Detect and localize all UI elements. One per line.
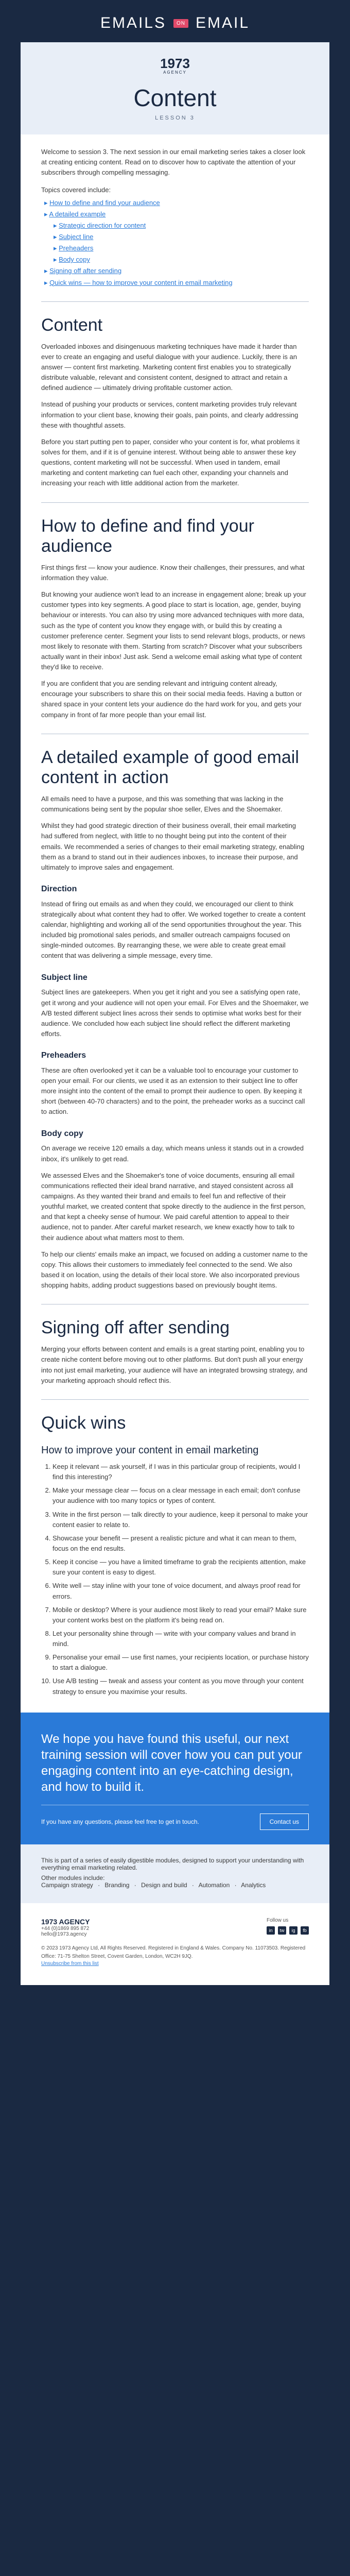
divider <box>41 502 309 503</box>
bottom-padding <box>0 1985 350 2006</box>
cta-block <box>21 1713 329 1844</box>
follow-label: Follow us <box>267 1917 289 1923</box>
toc-link[interactable]: Quick wins — how to improve your content in email marketing <box>49 278 233 286</box>
contact-us-button[interactable]: Contact us <box>260 1814 309 1830</box>
list-item: 9. Personalise your email — use first names, your recipients location, or purchase history to start a dialogue. <box>52 1652 309 1673</box>
list-item: 4. Showcase your benefit — present a realistic picture and what it can mean to them, focus on the end results. <box>52 1533 309 1554</box>
module-link[interactable]: Automation <box>198 1881 230 1889</box>
section-title-quick-wins: Quick wins <box>41 1413 126 1433</box>
footer-contact <box>41 1918 90 1937</box>
separator: · <box>234 1881 237 1889</box>
other-modules-title: Other modules include: <box>41 1874 105 1882</box>
list-item: 8. Let your personality shine through — write with your company values and brand in mind. <box>52 1629 309 1649</box>
hero <box>21 42 329 134</box>
table-of-contents <box>41 198 309 288</box>
paragraph: Merging your efforts between content and emails is a great starting point, enabling you to create niche content before moving out to other platforms. But don't push all your energy into not just email marketing, your audience will have an integrated browsing strategy, and your marketing approach should reflect this. <box>41 1345 308 1384</box>
toc-item <box>44 255 309 265</box>
footer-follow <box>267 1918 309 1935</box>
toc-link[interactable]: How to define and find your audience <box>49 198 160 207</box>
toc-title: Topics covered include: <box>41 186 111 194</box>
paragraph: But knowing your audience won't lead to an increase in engagement alone; break up your customer types into key segments. A good place to start is location, age, gender, buying behaviour or interests. You can also try using more advanced techniques with more data, such as the type of content you know they engage with, or build this by creating a customer preference center. Segment your lists to send relevant blogs, products, or news most likely to resonate with them. Starting from scratch? Discover what your subscribers actually want in their inbox! Just ask. Send a welcome email asking what type of content they'd like to receive. <box>41 590 306 671</box>
footer-email[interactable]: hello@1973.agency <box>41 1931 87 1937</box>
toc-item <box>44 266 309 276</box>
toc-link[interactable]: Preheaders <box>59 244 94 252</box>
list-item: 10. Use A/B testing — tweak and assess your content as you move through your content strategy to ensure you maximise your results. <box>52 1676 309 1697</box>
paragraph: These are often overlooked yet it can be a valuable tool to encourage your customer to open your email. For our clients, we used it as an extension to their subject line to offer more insight into the content of the email to prompt their audience to open. By keeping it short (between 40-70 characters) and to the point, the preheader works as a succinct call to action. <box>41 1066 305 1116</box>
toc-link[interactable]: Body copy <box>59 256 90 264</box>
series-text: This is part of a series of easily digestible modules, designed to support your understanding with everything email marketing related. <box>41 1856 304 1871</box>
unsubscribe-link[interactable]: Unsubscribe from this list <box>41 1960 99 1967</box>
toc-item <box>44 243 309 253</box>
paragraph: We assessed Elves and the Shoemaker's tone of voice documents, ensuring all email communications reflected their ideal brand narrative, and stayed consistent across all campaigns. As they wanted their brand and emails to feel fun and reflective of their youthful market, we created content that spoke directly to the audience in the first person, and that kept a cheeky sense of humour. We paid careful attention to appeal to their audience, not to pander. After careful market research, we knew exactly how to talk to their audience about what matters most to them. <box>41 1171 306 1242</box>
section-title-content: Content <box>41 315 103 335</box>
paragraph: To help our clients' emails make an impact, we focused on adding a customer name to the copy. This allows their customers to immediately feel connected to the send. We also based it on location, using the details of their local store. We also incorporated previous shopping habits, adding product suggestions based on previously bought items. <box>41 1250 308 1290</box>
paragraph: All emails need to have a purpose, and this was something that was lacking in the communications being sent by the popular shoe seller, Elves and the Shoemaker. <box>41 794 284 814</box>
cta-row <box>41 1805 309 1830</box>
social-links <box>267 1926 309 1935</box>
paragraph: Before you start putting pen to paper, consider who your content is for, what problems it solves for them, and if it is of genuine interest. Without being able to answer these key questions, content marketing will not be successful. When used in tandem, email marketing and content marketing can fuel each other, expanding your channels and increasing your reach with little additional action from the marketer. <box>41 437 300 487</box>
paragraph: Instead of firing out emails as and when they could, we encouraged our client to think strategically about what content they had to offer. We worked together to create a content calendar, highlighting and working all of the send opportunities throughout the year. This included big promotional sales periods, and smaller outreach campaigns focused on single-minded outcomes. By rearranging these, we were able to create great email content that was delivering a simple message, every time. <box>41 900 306 960</box>
toc-item <box>44 198 309 208</box>
paragraph: Whilst they had good strategic direction of their business overall, their email marketing had suffered from neglect, with little to no thought being put into the content of their emails. We recommended a series of changes to their email marketing strategy, enabling them as a brand to stand out in their audiences inboxes, to increase their purpose, and ultimately to improve sales and engagement. <box>41 822 305 871</box>
list-item: 5. Keep it concise — you have a limited timeframe to grab the recipients attention, make sure your content is easy to digest. <box>52 1557 309 1578</box>
cta-title: We hope you have found this useful, our next training session will cover how you can put your engaging content into an eye-catching design, and how to build it. <box>41 1732 302 1794</box>
footer-top <box>41 1918 309 1937</box>
logo-right-text: EMAIL <box>196 14 250 31</box>
section-title-audience: How to define and find your audience <box>41 516 254 556</box>
series-info <box>21 1844 329 1903</box>
list-item: 2. Make your message clear — focus on a clear message in each email; don't confuse your audience with too many topics or types of content. <box>52 1485 309 1506</box>
section-title-example: A detailed example of good email content in action <box>41 747 299 787</box>
brand-sub: AGENCY <box>163 70 187 75</box>
footer-phone[interactable]: +44 (0)1869 895 872 <box>41 1925 90 1931</box>
footer-brand: 1973 AGENCY <box>41 1917 90 1926</box>
separator: · <box>134 1881 136 1889</box>
paragraph: On average we receive 120 emails a day, which means unless it stands out in a crowded inbox, it's unlikely to get read. <box>41 1144 304 1163</box>
subsection-title-preheaders: Preheaders <box>41 1051 86 1060</box>
toc-link[interactable]: A detailed example <box>49 210 106 218</box>
cta-text: If you have any questions, please feel free to get in touch. <box>41 1818 199 1825</box>
instagram-icon[interactable]: ig <box>289 1926 297 1935</box>
subsection-title-subject: Subject line <box>41 973 87 982</box>
email-card <box>21 42 329 1985</box>
toc-link[interactable]: Subject line <box>59 232 94 241</box>
linkedin-icon[interactable]: in <box>267 1926 275 1935</box>
toc-link[interactable]: Strategic direction for content <box>59 221 146 229</box>
separator: · <box>98 1881 100 1889</box>
other-modules <box>41 1874 309 1889</box>
paragraph: If you are confident that you are sending relevant and intriguing content already, encourage your subscribers to share this on their social media feeds. Having a button or shared space in your content lets your audience do the hard work for you, and gets your company in front of far more people than your email list. <box>41 680 302 719</box>
email-header <box>0 0 350 42</box>
facebook-icon[interactable]: fb <box>301 1926 309 1935</box>
module-link[interactable]: Analytics <box>241 1881 266 1889</box>
quick-wins-list <box>41 1462 309 1697</box>
emails-on-email-logo <box>0 14 350 32</box>
twitter-icon[interactable]: tw <box>278 1926 286 1935</box>
list-item: 1. Keep it relevant — ask yourself, if I was in this particular group of recipients, would I find this interesting? <box>52 1462 309 1482</box>
section-title-signoff: Signing off after sending <box>41 1318 230 1338</box>
toc-item <box>44 209 309 219</box>
page-title: Content <box>133 84 217 111</box>
main-content <box>21 134 329 1713</box>
toc-item <box>44 232 309 242</box>
paragraph: Subject lines are gatekeepers. When you get it right and you see a satisfying open rate, get it wrong and your audience will not open your email. For Elves and the Shoemaker, we A/B tested different subject lines across their sends to optimise what works best for their audience. We concluded how each subject line should reflect the different marketing efforts. <box>41 988 309 1038</box>
lesson-label: LESSON 3 <box>155 115 195 121</box>
module-link[interactable]: Design and build <box>141 1881 187 1889</box>
toc-item <box>44 221 309 231</box>
module-link[interactable]: Campaign strategy <box>41 1881 93 1889</box>
legal-text: © 2023 1973 Agency Ltd, All Rights Reserved. Registered in England & Wales. Company No. 11073503. Registered Office: 71-75 Shelton Street, Covent Garden, London, WC2H 9JQ. <box>41 1945 306 1959</box>
divider <box>41 1399 309 1400</box>
separator: · <box>191 1881 194 1889</box>
paragraph: Overloaded inboxes and disingenuous marketing techniques have made it harder than ever to create an engaging and useful dialogue with your audience. Luckily, there is an answer — content first marketing. Marketing content first enables you to strategically distribute valuable, relevant and consistent content, designed to attract and retain a defined audience — ultimately driving profitable customer action. <box>41 342 297 392</box>
intro-text: Welcome to session 3. The next session in our email marketing series takes a closer look at creating enticing content. Read on to discover how to captivate the attention of your subscribers through compelling messaging. <box>41 148 306 177</box>
intro <box>41 147 309 288</box>
list-item: 3. Write in the first person — talk directly to your audience, keep it personal to make your content easier to relate to. <box>52 1510 309 1530</box>
paragraph: First things first — know your audience. Know their challenges, their pressures, and what information they value. <box>41 563 305 582</box>
quick-wins-subtitle: How to improve your content in email marketing <box>41 1444 259 1456</box>
brand-logo: 1973 <box>160 56 190 71</box>
subsection-title-body: Body copy <box>41 1129 83 1138</box>
paragraph: Instead of pushing your products or services, content marketing provides truly relevant information to your client base, knowing their goals, pain points, and clearly addressing these with thoughtful assets. <box>41 400 299 429</box>
list-item: 7. Mobile or desktop? Where is your audience most likely to read your email? Make sure your content works best on the platform it's being read on. <box>52 1605 309 1625</box>
module-link[interactable]: Branding <box>104 1881 130 1889</box>
subsection-title-direction: Direction <box>41 884 77 893</box>
logo-left-text: EMAILS <box>100 14 166 31</box>
list-item: 6. Write well — stay inline with your tone of voice document, and always proof read for errors. <box>52 1581 309 1601</box>
toc-item <box>44 278 309 288</box>
toc-link[interactable]: Signing off after sending <box>49 267 122 275</box>
footer <box>21 1903 329 1985</box>
logo-on-badge: ON <box>173 19 188 28</box>
divider <box>41 301 309 302</box>
